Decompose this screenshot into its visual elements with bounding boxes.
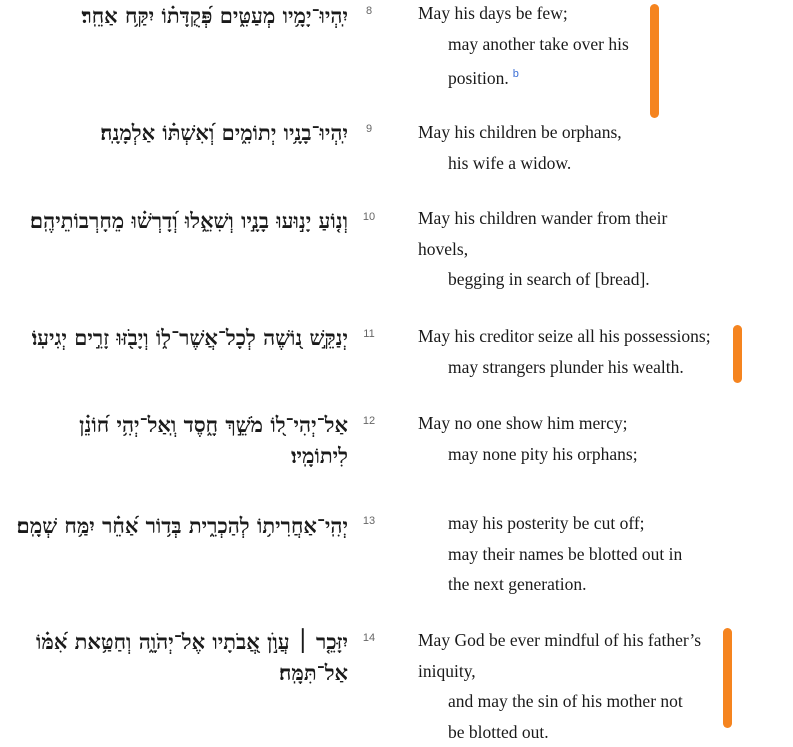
english-line: the next generation. xyxy=(418,569,738,600)
english-line: May no one show him mercy; xyxy=(418,408,738,439)
english-line: may strangers plunder his wealth. xyxy=(418,352,738,383)
verse-number: 14 xyxy=(358,632,380,644)
highlight-mark xyxy=(733,325,742,383)
verse-number: 9 xyxy=(358,123,380,135)
english-line: May his days be few; xyxy=(418,0,738,29)
english-translation xyxy=(418,321,738,382)
hebrew-text xyxy=(10,409,348,471)
english-line: may their names be blotted out in xyxy=(418,539,738,570)
english-line: be blotted out. xyxy=(418,717,738,747)
english-line: may his posterity be cut off; xyxy=(418,508,738,539)
verse-number: 13 xyxy=(358,515,380,527)
english-line: May his children wander from their xyxy=(418,203,738,234)
english-translation xyxy=(418,508,738,600)
english-line: iniquity, xyxy=(418,656,738,687)
highlight-mark xyxy=(650,4,659,118)
english-line: may none pity his orphans; xyxy=(418,439,738,470)
english-line: May his creditor seize all his possessions; xyxy=(418,321,738,352)
english-line: May his children be orphans, xyxy=(418,117,738,148)
verse-number: 10 xyxy=(358,211,380,223)
hebrew-text: יְהִֽי־אַחֲרִית֥וֹ לְהַכְרִ֑ית בְּד֥וֹר אַ֝חֵ֗ר יִמַּ֥ח שְׁמָֽם׃ xyxy=(10,510,348,541)
hebrew-text: וְנ֤וֹעַ יָנ֣וּעוּ בָנָ֣יו וְשִׁאֵ֑לוּ וְ֝דָרְשׁ֗וּ מֵחָרְבוֹתֵיהֶֽם׃ xyxy=(10,205,348,236)
hebrew-line: אַל־יְהִי־ל֭וֹ מֹשֵׁ֣ךְ חָ֑סֶד וְֽאַל־יְהִ֥י ח֝וֹנֵ֗ן xyxy=(10,409,348,440)
english-translation xyxy=(418,625,738,747)
english-line: hovels, xyxy=(418,234,738,265)
hebrew-text xyxy=(10,626,348,688)
english-translation xyxy=(418,0,738,93)
english-line: begging in search of [bread]. xyxy=(418,264,738,295)
verse-number: 8 xyxy=(358,5,380,17)
hebrew-text: יִֽהְיוּ־יָמָ֥יו מְעַטִּ֑ים פְּ֝קֻדָּת֗וֹ יִקַּ֥ח אַחֵֽר׃ xyxy=(10,0,348,31)
hebrew-line: יִזָּכֵ֤ר ׀ עֲוֺ֣ן אֲ֭בֹתָיו אֶל־יְהֹוָ֑ה וְחַטַּ֥את אִ֝מּ֗וֹ xyxy=(10,626,348,657)
footnote-link[interactable]: b xyxy=(513,68,519,80)
highlight-mark xyxy=(723,628,732,728)
english-line: may another take over his xyxy=(418,29,738,60)
english-line: and may the sin of his mother not xyxy=(418,686,738,717)
english-line: May God be ever mindful of his father’s xyxy=(418,625,738,656)
hebrew-line: אַל־תִּמָּֽח׃ xyxy=(10,657,348,688)
hebrew-text: יִֽהְיוּ־בָנָ֥יו יְתוֹמִ֑ים וְ֝אִשְׁתּ֗וֹ אַלְמָנָֽה׃ xyxy=(10,117,348,148)
english-translation xyxy=(418,117,738,178)
verse-number: 12 xyxy=(358,415,380,427)
verse-number: 11 xyxy=(358,328,380,340)
english-translation xyxy=(418,203,738,295)
hebrew-text: יְנַקֵּ֣שׁ נ֭וֹשֶׁה לְכָל־אֲשֶׁר־ל֑וֹ וְיָבֹ֖זּוּ זָרִ֣ים יְגִיעֽוֹ׃ xyxy=(10,322,348,353)
english-translation xyxy=(418,408,738,469)
english-line: his wife a widow. xyxy=(418,148,738,179)
english-line: position. $^b$ xyxy=(418,59,738,93)
hebrew-line: לִיתוֹמָֽיו׃ xyxy=(10,440,348,471)
